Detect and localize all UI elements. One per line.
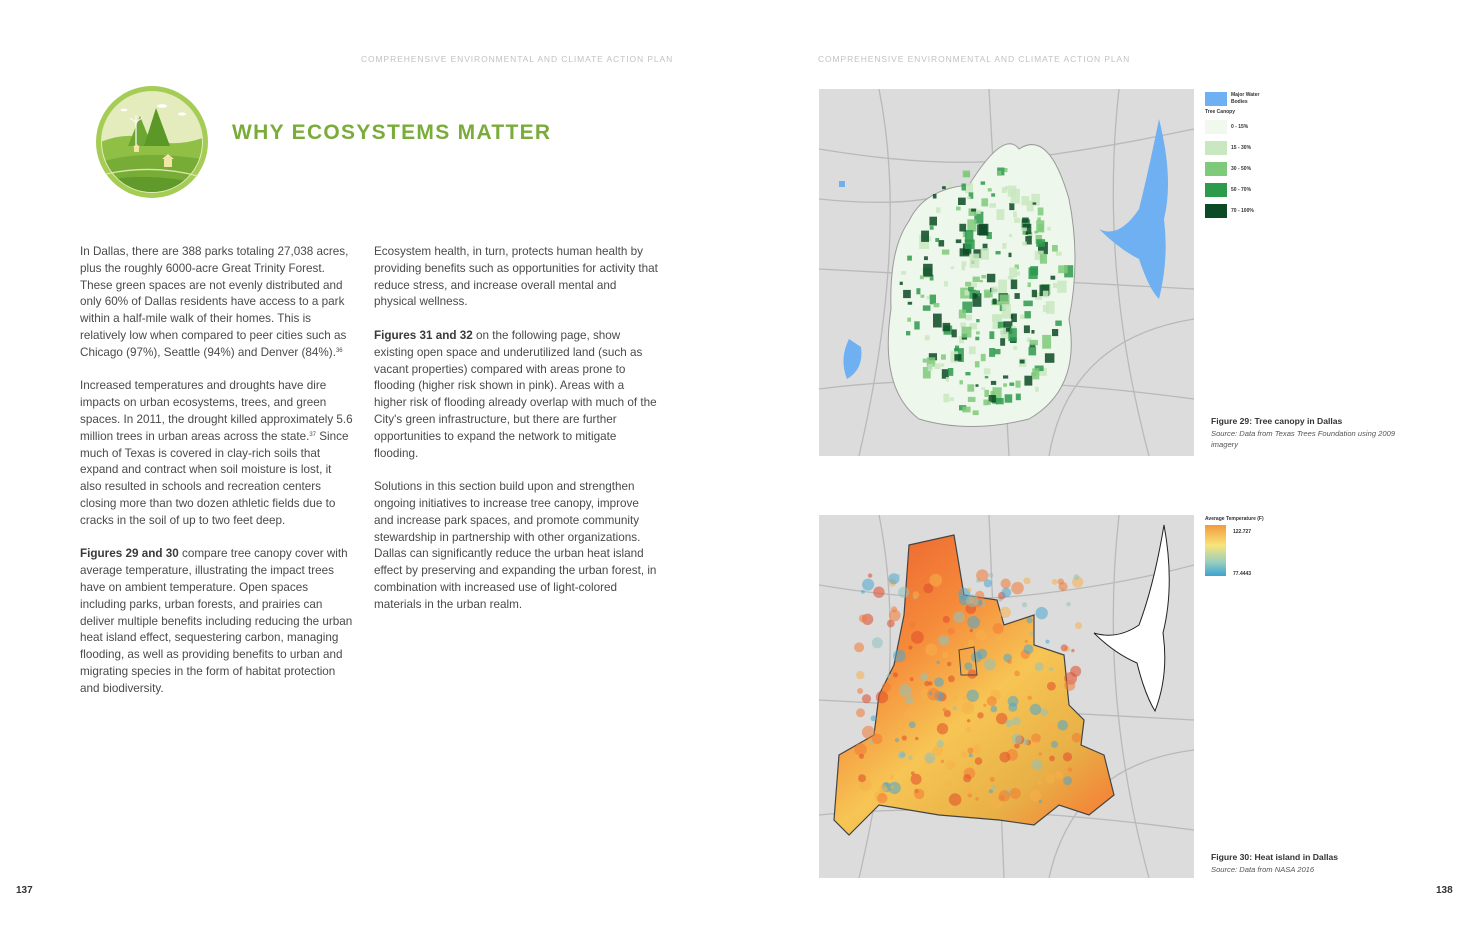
running-header-left: COMPREHENSIVE ENVIRONMENTAL AND CLIMATE ACTION PLAN [361,54,674,64]
canopy-legend [1205,92,1305,225]
legend-item [1205,162,1305,176]
legend-item [1205,141,1305,155]
legend-swatch [1205,162,1227,176]
caption-title: Figure 30: Heat island in Dallas [1211,852,1339,862]
legend-max-value: 122.727 [1233,529,1252,535]
legend-swatch [1205,92,1227,106]
caption-title: Figure 29: Tree canopy in Dallas [1211,416,1343,426]
running-header-right: COMPREHENSIVE ENVIRONMENTAL AND CLIMATE ACTION PLAN [818,54,1131,64]
legend-label: 50 - 70% [1231,187,1252,193]
legend-title: Tree Canopy [1205,109,1236,115]
figure-reference: Figures 29 and 30 [80,547,179,561]
footnote-ref: 37 [309,431,317,438]
heat-island-map [819,515,1194,878]
legend-item [1205,204,1305,218]
paragraph: In Dallas, there are 388 parks totaling 27,038 acres, plus the roughly 6000-acre Great Trinity Forest. These green spaces are not evenly distributed and only 60% of Dallas residents have access to a park within a half-mile walk of their homes. This is relatively low when compared to peer cities such as Chicago (97%), Seattle (94%) and Denver (84%).$^{36}$ [80,245,349,359]
temperature-legend [1205,516,1305,577]
caption-source: Source: Data from NASA 2016 [1211,865,1315,874]
legend-swatch [1205,183,1227,197]
legend-label: Major Water Bodies [1231,92,1260,105]
paragraph: Increased temperatures and droughts have dire impacts on urban ecosystems, trees, and green spaces. In 2011, the drought killed approximately 5.6 million trees in urban areas across the state.$^{37}$ Since much of Texas is covered in clay-rich soils that expand and contract when soil moisture is lost, it also resulted in schools and recreation centers closing more than two dozen athletic fields due to cracks in the soil of up to two feet deep. [80,379,353,527]
section-title: WHY ECOSYSTEMS MATTER [232,121,552,144]
legend-swatch [1205,141,1227,155]
body-column-left [80,244,356,714]
body-column-right [374,244,659,630]
ecosystem-emblem-icon [96,86,208,198]
legend-swatch [1205,204,1227,218]
caption-source: Source: Data from Texas Trees Foundation using 2009 imagery [1211,429,1396,449]
legend-item [1205,120,1305,134]
legend-label: 30 - 50% [1231,166,1252,172]
paragraph: Solutions in this section build upon and strengthen ongoing initiatives to increase tree canopy, improve and increase park spaces, and promote community stewardship in partnership with other organizations. Dallas can significantly reduce the urban heat island effect by preserving and expanding the urban forest, in combination with increased use of light-colored materials in the urban realm. [374,480,657,611]
legend-label: 70 - 100% [1231,208,1254,214]
footnote-ref: 36 [335,347,343,354]
legend-item-water [1205,92,1305,106]
figure-29-caption [1211,416,1411,450]
figure-reference: Figures 31 and 32 [374,328,473,342]
page-number-left: 137 [16,885,33,896]
tree-canopy-map [819,89,1194,456]
page-number-right: 138 [1436,885,1453,896]
paragraph: Figures 29 and 30 compare tree canopy cover with average temperature, illustrating the impact trees have on ambient temperature. Open spaces including parks, urban forests, and prairies can deliver multiple benefits including reducing the urban heat island effect, sequestering carbon, managing flooding, as well as providing benefits to urban and migrating species in the form of habitat protection and biodiversity. [80,547,353,695]
paragraph: Ecosystem health, in turn, protects human health by providing benefits such as opportunities for activity that reduce stress, and increase overall mental and physical wellness. [374,245,658,309]
figure-30-caption [1211,852,1411,876]
legend-label: 0 - 15% [1231,124,1249,130]
legend-label: 15 - 30% [1231,145,1252,151]
legend-swatch [1205,120,1227,134]
paragraph: Figures 31 and 32 on the following page, show existing open space and underutilized land (such as vacant properties) compared with areas prone to flooding (higher risk shown in pink). Areas with a higher risk of flooding already overlap with much of the City's green infrastructure, but there are further opportunities to expand the network to mitigate flooding. [374,328,657,460]
legend-item [1205,183,1305,197]
temperature-gradient-bar [1205,525,1226,576]
legend-title: Average Temperature (F) [1205,516,1264,522]
legend-min-value: 77.4443 [1233,571,1252,577]
